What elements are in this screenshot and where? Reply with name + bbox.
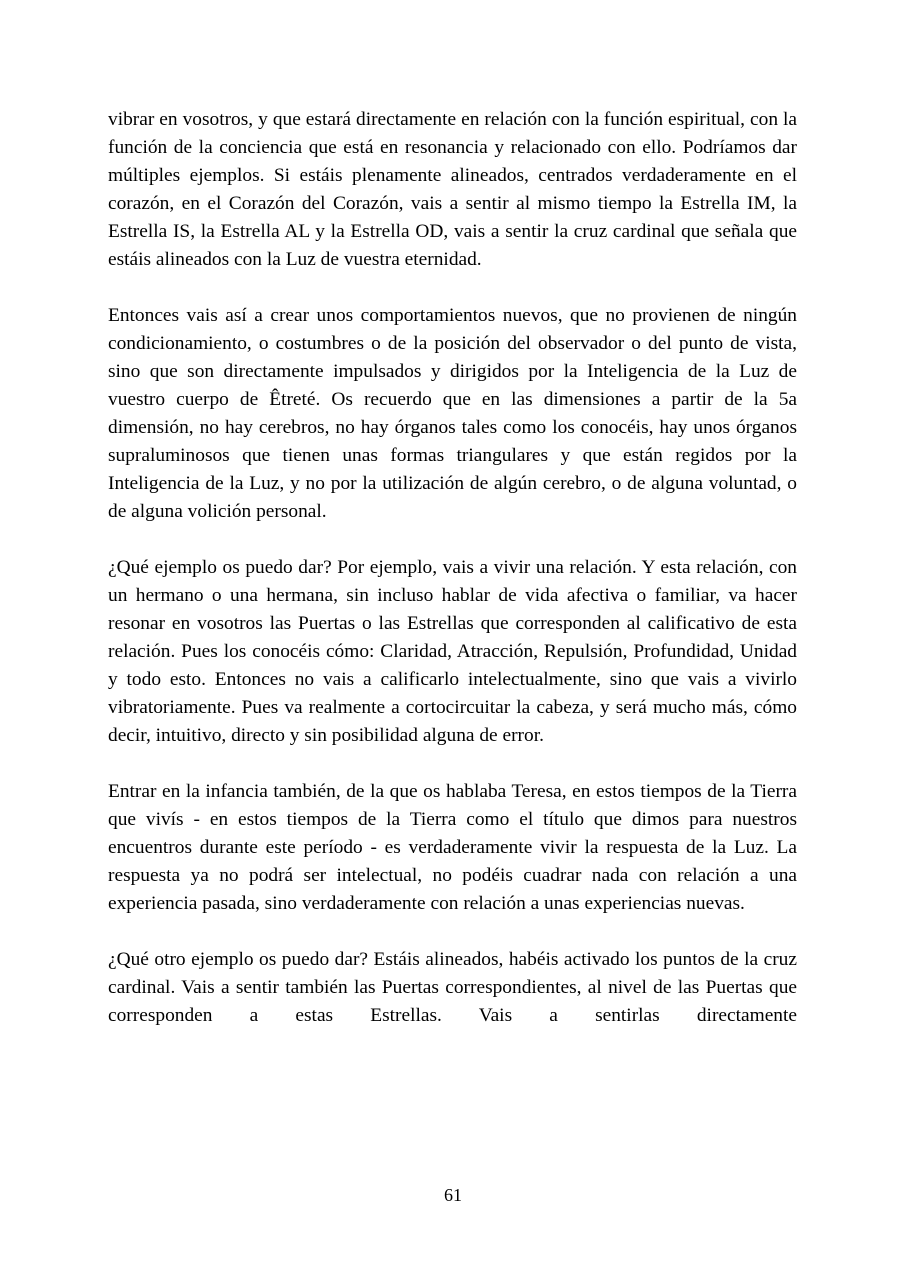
paragraph-3: ¿Qué ejemplo os puedo dar? Por ejemplo, vais a vivir una relación. Y esta relación, con un hermano o una hermana, sin incluso hablar de vida afectiva o familiar, va hacer resonar en vosotros las Puertas o las Estrellas que corresponden al calificativo de esta relación. Pues los conocéis cómo: Claridad, Atracción, Repulsión, Profundidad, Unidad y todo esto. Entonces no vais a calificarlo intelectualmente, sino que vais a vivirlo vibratoriamente. Pues va realmente a cortocircuitar la cabeza, y será mucho más, cómo decir, intuitivo, directo y sin posibilidad alguna de error. [108,557,797,746]
body-text [108,106,797,1058]
paragraph-1: vibrar en vosotros, y que estará directamente en relación con la función espiritual, con la función de la conciencia que está en resonancia y relacionado con ello. Podríamos dar múltiples ejemplos. Si estáis plenamente alineados, centrados verdaderamente en el corazón, en el Corazón del Corazón, vais a sentir al mismo tiempo la Estrella IM, la Estrella IS, la Estrella AL y la Estrella OD, vais a sentir la cruz cardinal que señala que estáis alineados con la Luz de vuestra eternidad. [108,109,797,270]
paragraph-5: ¿Qué otro ejemplo os puedo dar? Estáis alineados, habéis activado los puntos de la cruz cardinal. Vais a sentir también las Puertas correspondientes, al nivel de las Puertas que corresponden a estas Estrellas. Vais a sentirlas directamente [108,949,797,1026]
page-number: 61 [444,1185,462,1205]
paragraph-2: Entonces vais así a crear unos comportamientos nuevos, que no provienen de ningún condicionamiento, o costumbres o de la posición del observador o del punto de vista, sino que son directamente impulsados y dirigidos por la Inteligencia de la Luz de vuestro cuerpo de Êtreté. Os recuerdo que en las dimensiones a partir de la 5a dimensión, no hay cerebros, no hay órganos tales como los conocéis, hay unos órganos supraluminosos que tienen unas formas triangulares y que están regidos por la Inteligencia de la Luz, y no por la utilización de algún cerebro, o de alguna voluntad, o de alguna volición personal. [108,305,797,522]
paragraph-4: Entrar en la infancia también, de la que os hablaba Teresa, en estos tiempos de la Tierra que vivís - en estos tiempos de la Tierra como el título que dimos para nuestros encuentros durante este período - es verdaderamente vivir la respuesta de la Luz. La respuesta ya no podrá ser intelectual, no podéis cuadrar nada con relación a una experiencia pasada, sino verdaderamente con relación a unas experiencias nuevas. [108,781,797,914]
